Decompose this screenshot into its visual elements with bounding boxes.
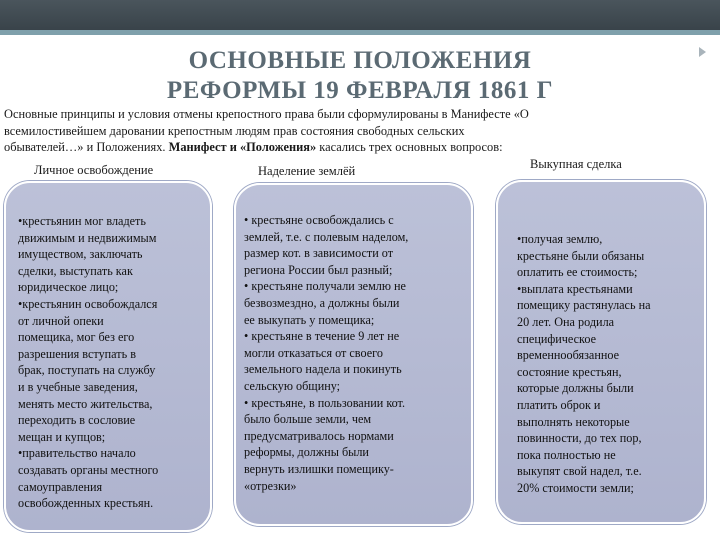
panel-line: предусматривалось нормами — [244, 428, 394, 443]
panel-line: ее выкупать у помещика; — [244, 312, 375, 327]
panel-line: создавать органы местного — [18, 462, 159, 477]
panel-line: 20 лет. Она родила — [517, 314, 615, 329]
panel-line: 20% стоимости земли; — [517, 480, 634, 495]
panel-line: повинности, до тех пор, — [517, 431, 642, 446]
intro-paragraph — [4, 106, 674, 156]
intro-line: обывателей…» и Положениях. — [4, 140, 169, 154]
panel-line: •получая землю, — [517, 232, 603, 246]
panel-line: крестьяне были обязаны — [517, 248, 645, 263]
panel-line: реформы, должны были — [244, 445, 369, 460]
intro-line-3 — [4, 139, 674, 156]
intro-tail: касались трех основных вопросов: — [316, 140, 503, 154]
panel-line: временнообязанное — [517, 348, 620, 363]
panel-line: помещика, мог без его — [18, 330, 135, 345]
panel-line: юридическое лицо; — [18, 280, 119, 295]
panel-line: вернуть излишки помещику- — [244, 461, 394, 476]
panel-line: •правительство начало — [18, 446, 136, 461]
panel-line: безвозмездно, а должны были — [244, 295, 400, 310]
panel-line: пока полностью не — [517, 447, 616, 462]
panel-line: имуществом, заключать — [18, 247, 143, 262]
panel-text-land-allotment — [244, 212, 408, 494]
panel-line: брак, поступать на службу — [18, 363, 156, 378]
panel-line: • крестьяне, в пользовании кот. — [244, 395, 406, 410]
panel-line: землей, т.е. с полевым наделом, — [244, 229, 409, 244]
panel-line: региона России был разный; — [244, 262, 393, 277]
intro-line: Основные принципы и условия отмены крепостного права были сформулированы в Манифесте «О — [4, 107, 529, 121]
column-label-redemption-deal: Выкупная сделка — [530, 157, 622, 171]
intro-bold-phrase: Манифест и «Положения» — [168, 140, 317, 154]
panel-line: могли отказаться от своего — [244, 345, 383, 360]
panel-line: • крестьяне освобождались с — [244, 213, 394, 227]
panel-line: •крестьянин освобождался — [18, 296, 158, 311]
panel-line: которые должны были — [517, 381, 634, 396]
title-line-1: ОСНОВНЫЕ ПОЛОЖЕНИЯ — [188, 47, 532, 74]
panel-line: платить оброк и — [517, 397, 601, 412]
panel-line: • крестьяне получали землю не — [244, 279, 406, 294]
panel-line: • крестьяне в течение 9 лет не — [244, 329, 400, 344]
panel-line: оплатить ее стоимость; — [517, 265, 638, 280]
panel-line: специфическое — [517, 331, 597, 346]
panel-line: менять место жительства, — [18, 396, 153, 411]
top-header-bar — [0, 0, 720, 30]
panel-line: сделки, выступать как — [18, 263, 133, 278]
panel-line: от личной опеки — [18, 313, 104, 328]
panel-line: и в учебные заведения, — [18, 379, 138, 394]
panel-line: мещан и купцов; — [18, 429, 106, 444]
panel-line: движимым и недвижимым — [18, 230, 157, 245]
title-line-2: РЕФОРМЫ 19 ФЕВРАЛЯ 1861 Г — [166, 77, 554, 104]
panel-line: •выплата крестьянами — [517, 281, 633, 296]
slide-title — [110, 46, 610, 106]
panel-line: «отрезки» — [244, 478, 297, 493]
panel-line: помещику растянулась на — [517, 298, 651, 313]
panel-line: •крестьянин мог владеть — [18, 214, 146, 228]
panel-line: земельного надела и покинуть — [244, 362, 402, 377]
panel-text-redemption-deal — [517, 231, 651, 497]
panel-line: освобожденных крестьян. — [18, 496, 154, 511]
panel-text-personal-freedom — [18, 213, 158, 512]
triangle-arrow-icon — [699, 47, 706, 57]
panel-line: переходить в сословие — [18, 413, 136, 428]
panel-line: разрешения вступать в — [18, 346, 136, 361]
intro-line: всемилостивейшем даровании крепостным людям прав состояния свободных сельских — [4, 123, 465, 138]
panel-line: выполнять некоторые — [517, 414, 630, 429]
panel-line: состояние крестьян, — [517, 364, 622, 379]
panel-line: было больше земли, чем — [244, 412, 372, 427]
column-label-personal-freedom: Личное освобождение — [34, 163, 154, 177]
panel-line: размер кот. в зависимости от — [244, 246, 394, 261]
column-label-land-allotment: Наделение землёй — [258, 164, 356, 178]
panel-line: самоуправления — [18, 479, 103, 494]
panel-line: сельскую общину; — [244, 378, 341, 393]
accent-stripe — [0, 30, 720, 35]
panel-line: выкупят свой надел, т.е. — [517, 464, 642, 479]
